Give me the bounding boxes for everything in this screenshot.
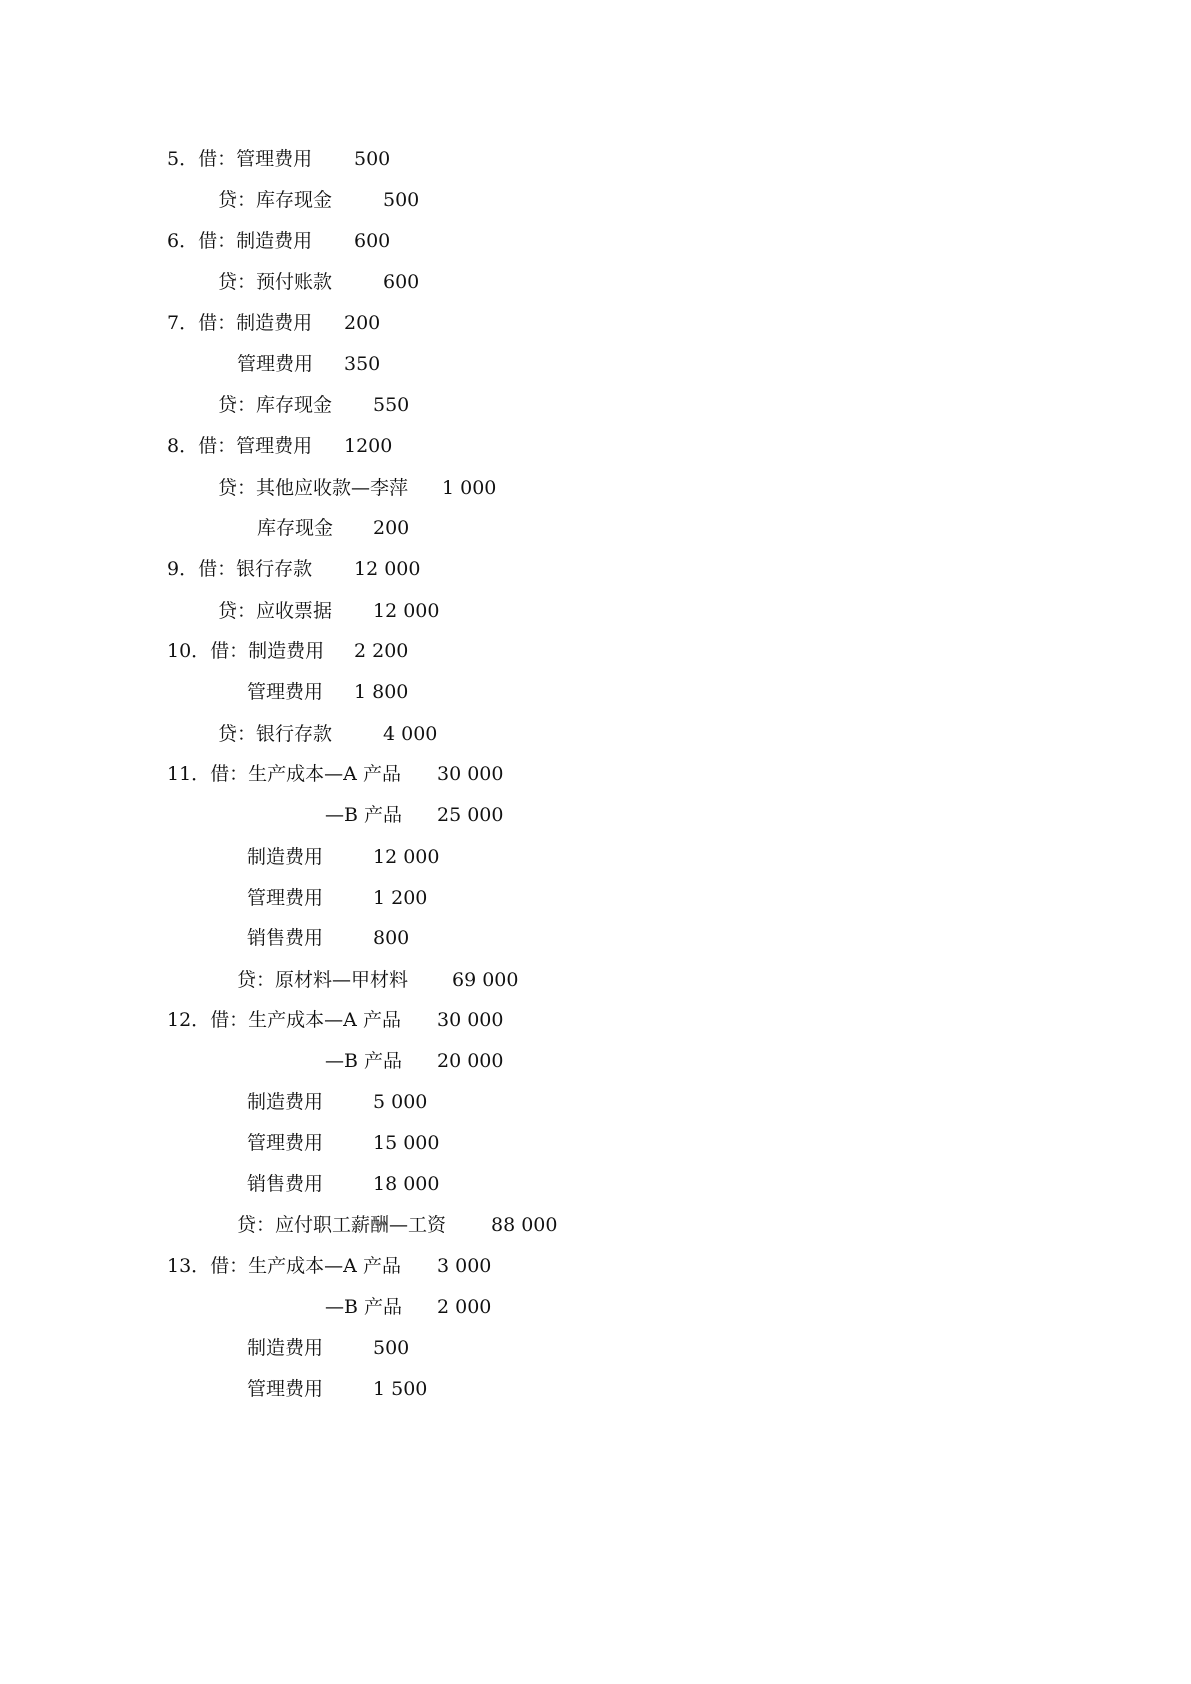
entry-account-text: 贷：库存现金 bbox=[218, 189, 333, 211]
entry-amount: 1 500 bbox=[373, 1378, 428, 1400]
entry-amount: 3 000 bbox=[437, 1255, 492, 1277]
entry-amount: 30 000 bbox=[437, 763, 504, 785]
entry-account-text: 贷：库存现金 bbox=[218, 394, 333, 416]
entry-account-text: —B 产品 bbox=[325, 804, 403, 826]
journal-entry-line bbox=[0, 1377, 428, 1473]
entry-amount: 550 bbox=[373, 394, 410, 416]
entry-account-text: 贷：应付职工薪酬—工资 bbox=[237, 1214, 447, 1236]
entry-account-text: 管理费用 bbox=[247, 1132, 324, 1154]
entry-account-text: 贷：预付账款 bbox=[218, 271, 333, 293]
entry-account-text: 销售费用 bbox=[247, 927, 324, 949]
entry-account-text: —B 产品 bbox=[325, 1050, 403, 1072]
entry-account-text: 5．借：管理费用 bbox=[167, 148, 313, 170]
entry-amount: 2 200 bbox=[354, 640, 409, 662]
entry-amount: 69 000 bbox=[452, 969, 519, 991]
entry-account-text: 制造费用 bbox=[247, 1337, 324, 1359]
entry-amount: 600 bbox=[383, 271, 420, 293]
entry-amount: 500 bbox=[373, 1337, 410, 1359]
entry-amount: 800 bbox=[373, 927, 410, 949]
entry-account-text: 库存现金 bbox=[257, 517, 334, 539]
entry-account-text: 制造费用 bbox=[247, 1091, 324, 1113]
entry-account-text: 贷：应收票据 bbox=[218, 600, 333, 622]
entry-amount: 15 000 bbox=[373, 1132, 440, 1154]
entry-amount: 1200 bbox=[344, 435, 393, 457]
entry-amount: 25 000 bbox=[437, 804, 504, 826]
entry-amount: 600 bbox=[354, 230, 391, 252]
entry-account-text: 管理费用 bbox=[247, 681, 324, 703]
entry-amount: 1 800 bbox=[354, 681, 409, 703]
entry-amount: 1 200 bbox=[373, 887, 428, 909]
entry-account-text: 贷：银行存款 bbox=[218, 723, 333, 745]
entry-amount: 350 bbox=[344, 353, 381, 375]
entry-account-text: 12．借：生产成本—A 产品 bbox=[167, 1009, 401, 1031]
entry-account-text: 11．借：生产成本—A 产品 bbox=[167, 763, 401, 785]
entry-amount: 18 000 bbox=[373, 1173, 440, 1195]
entry-account-text: 贷：其他应收款—李萍 bbox=[218, 477, 409, 499]
entry-amount: 5 000 bbox=[373, 1091, 428, 1113]
entry-account-text: 销售费用 bbox=[247, 1173, 324, 1195]
entry-amount: 1 000 bbox=[442, 477, 497, 499]
entry-amount: 20 000 bbox=[437, 1050, 504, 1072]
entry-amount: 4 000 bbox=[383, 723, 438, 745]
entry-account-text: 贷：原材料—甲材料 bbox=[237, 969, 409, 991]
entry-account-text: 制造费用 bbox=[247, 846, 324, 868]
entry-account-text: 管理费用 bbox=[247, 1378, 324, 1400]
entry-amount: 200 bbox=[373, 517, 410, 539]
entry-account-text: 9．借：银行存款 bbox=[167, 558, 313, 580]
entry-account-text: —B 产品 bbox=[325, 1296, 403, 1318]
entry-account-text: 管理费用 bbox=[237, 353, 314, 375]
entry-account-text: 8．借：管理费用 bbox=[167, 435, 313, 457]
entry-amount: 500 bbox=[383, 189, 420, 211]
entry-amount: 500 bbox=[354, 148, 391, 170]
entry-account-text: 13．借：生产成本—A 产品 bbox=[167, 1255, 401, 1277]
entry-amount: 2 000 bbox=[437, 1296, 492, 1318]
entry-account-text: 10．借：制造费用 bbox=[167, 640, 325, 662]
entry-amount: 200 bbox=[344, 312, 381, 334]
entry-account-text: 7．借：制造费用 bbox=[167, 312, 313, 334]
entry-account-text: 6．借：制造费用 bbox=[167, 230, 313, 252]
entry-amount: 88 000 bbox=[491, 1214, 558, 1236]
entry-amount: 12 000 bbox=[373, 846, 440, 868]
entry-amount: 30 000 bbox=[437, 1009, 504, 1031]
entry-account-text: 管理费用 bbox=[247, 887, 324, 909]
entry-amount: 12 000 bbox=[373, 600, 440, 622]
entry-amount: 12 000 bbox=[354, 558, 421, 580]
